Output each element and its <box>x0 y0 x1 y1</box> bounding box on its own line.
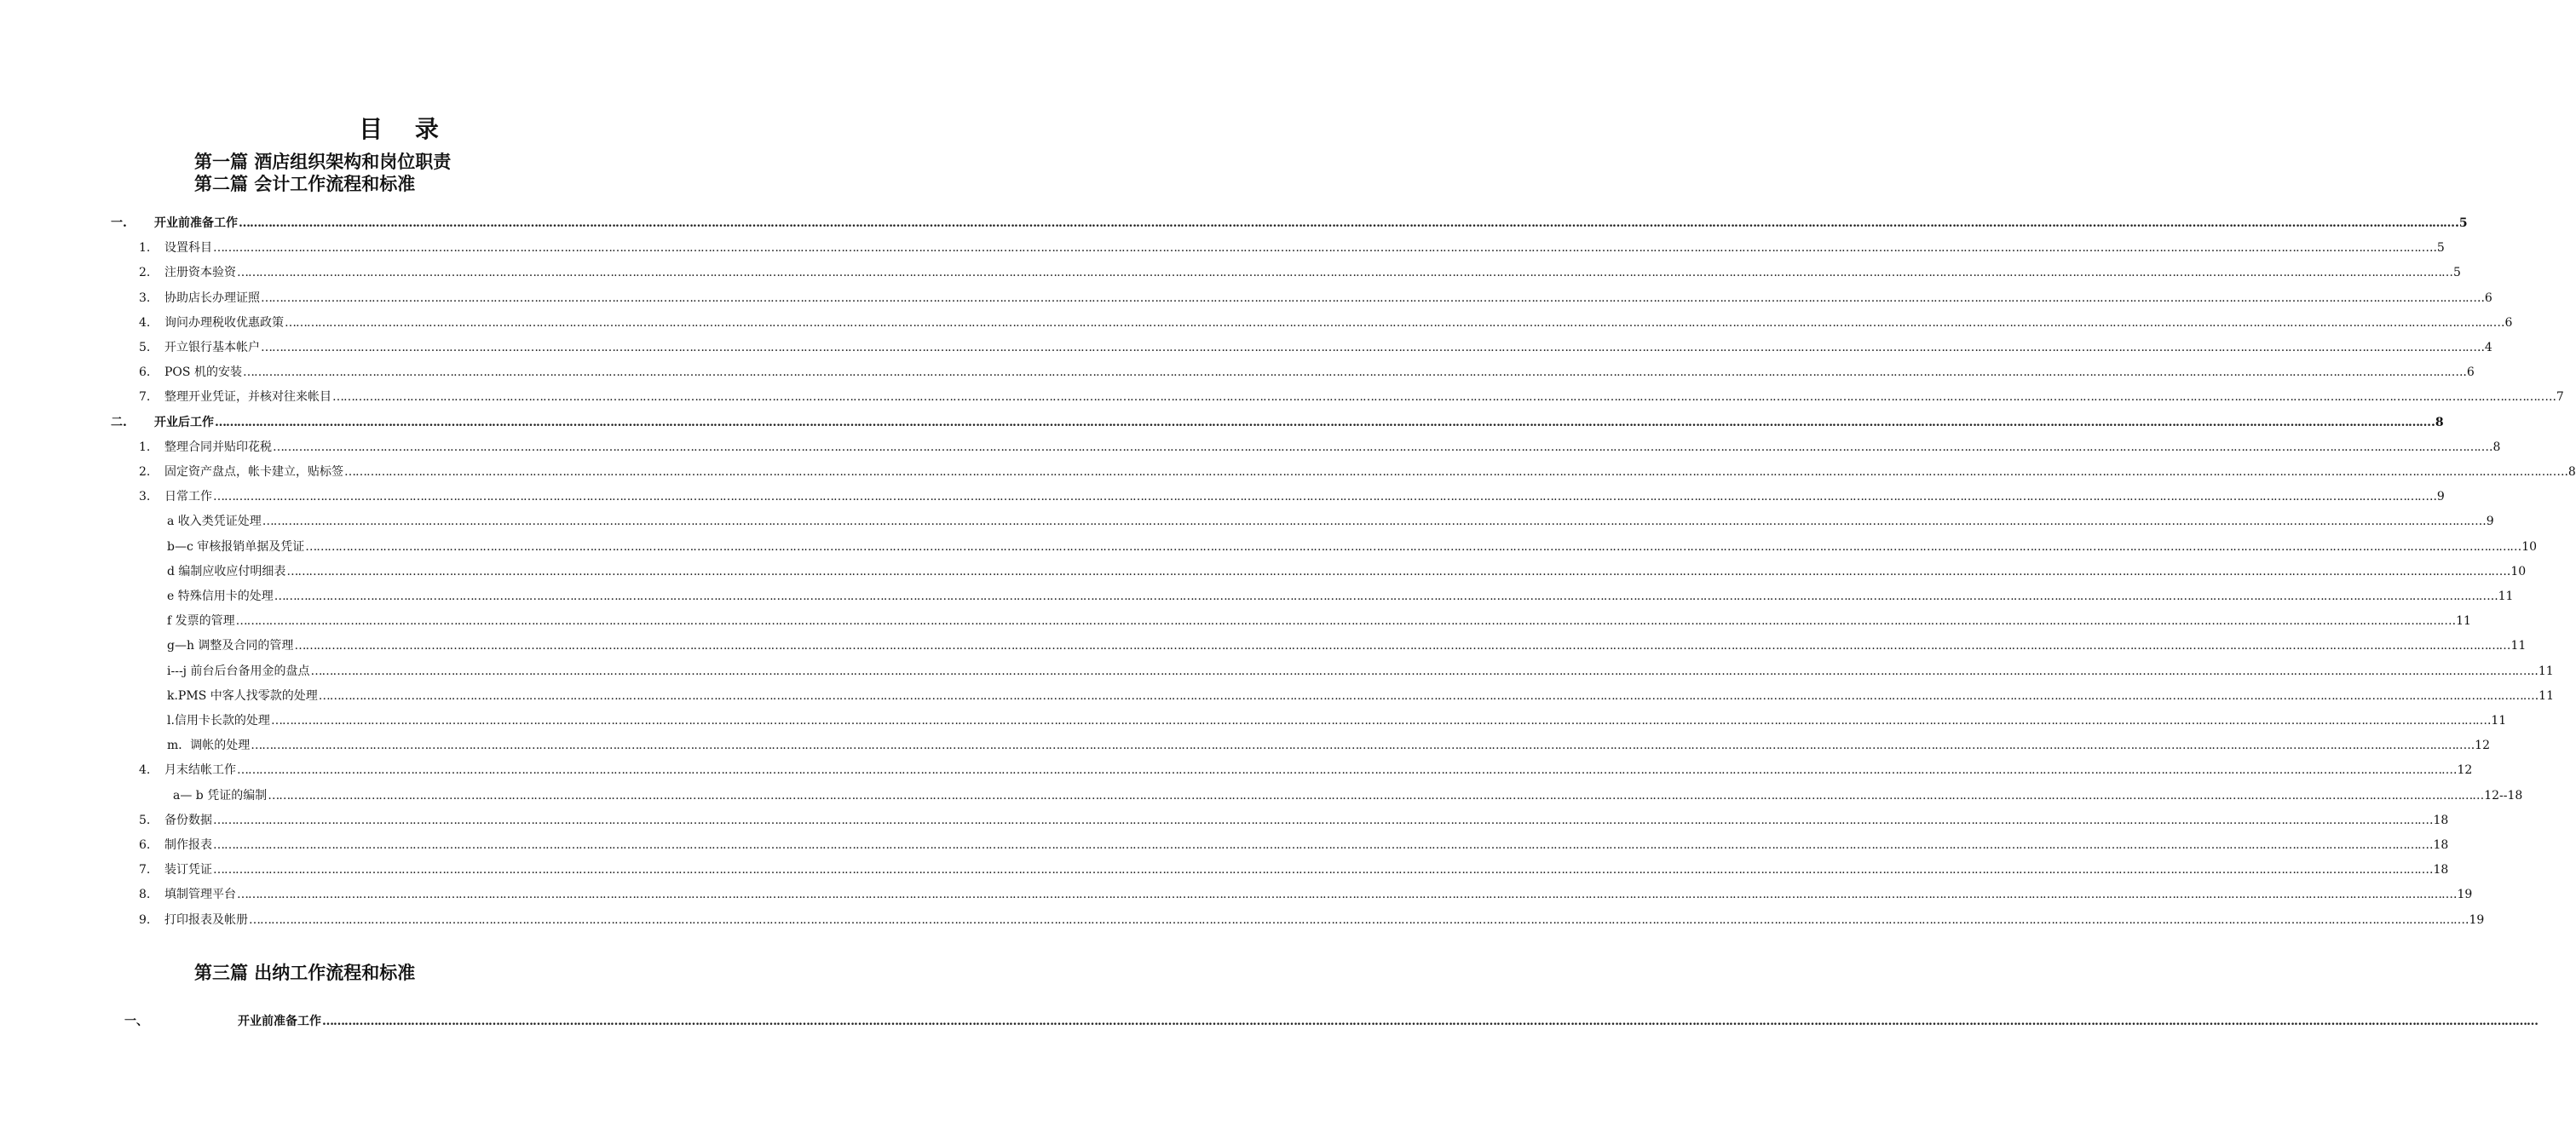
toc-entry <box>0 239 2445 257</box>
toc-entry <box>0 512 2494 531</box>
toc-entry <box>0 711 2507 730</box>
toc-entry <box>0 463 2576 481</box>
toc-entry-label: 询问办理税收优惠政策 <box>164 315 284 330</box>
toc-entry-page: .11 <box>2534 688 2554 703</box>
toc-entry-page: ..6 <box>2477 291 2492 305</box>
toc-entry-page: .8 <box>2431 415 2444 429</box>
toc-entry-page: ..9 <box>2478 515 2494 529</box>
toc-entry <box>0 487 2445 506</box>
toc-entry-number: 1. <box>139 241 151 256</box>
toc-entry-label: 开业前准备工作 <box>238 1015 321 1028</box>
toc-entry-label: POS 机的安装 <box>164 365 242 380</box>
toc-entry-page: 5 <box>2453 266 2461 280</box>
toc-leader-dots: …………………………………………………………………………………………………………………………………………………………………………………………………………………………………………………………………………………………………………………………………………………………………………………………………………………………………………………………………………………………………………………………………………………… <box>318 688 2534 703</box>
toc-entry-label: 月末结帐工作 <box>164 763 236 778</box>
toc-entry-page: ..5 <box>2429 241 2445 256</box>
toc-entry <box>0 1012 2538 1031</box>
part-one-heading: 第一篇 酒店组织架构和岗位职责 <box>194 151 452 172</box>
toc-entry-page: ..4 <box>2477 341 2492 354</box>
toc-entry-page: 12--18 <box>2484 788 2523 803</box>
toc-entry <box>0 587 2514 606</box>
toc-entry-page: .18 <box>2429 838 2449 852</box>
toc-entry-label: 整理合同并贴印花税 <box>164 440 272 454</box>
toc-entry-number: 2. <box>139 266 151 280</box>
toc-entry-page: 10 <box>2521 539 2538 554</box>
toc-entry-page: 11 <box>2510 639 2527 653</box>
toc-entry-number: 6. <box>139 365 151 380</box>
toc-leader-dots: …………………………………………………………………………………………………………………………………………………………………………………………………………………………………………………………………………………………………………………………………………………………………………………………………………………………………………………………………………………………………………………………………………………… <box>213 490 2429 504</box>
toc-entry-label: 制作报表 <box>164 838 212 852</box>
toc-entry-number: 2. <box>139 465 151 479</box>
toc-leader-dots: …………………………………………………………………………………………………………………………………………………………………………………………………………………………………………………………………………………………………………………………………………………………………………………………………………………………………………………………………………………………………………………………………………………… <box>261 341 2476 354</box>
toc-entry-page: .11 <box>2452 614 2471 629</box>
toc-entry-number: 一、 <box>124 1015 148 1028</box>
toc-entry-number: 6. <box>139 838 151 852</box>
toc-leader-dots: …………………………………………………………………………………………………………………………………………………………………………………………………………………………………………………………………………………………………………………………………………………………………………………………………………………………………………………………………………………………………………………………………………………… <box>237 266 2452 280</box>
toc-entry-label: g—h 调整及合同的管理 <box>167 639 294 653</box>
toc-entry <box>0 836 2449 854</box>
toc-entry-number: 7. <box>139 863 151 877</box>
toc-entry-number: 一. <box>111 216 127 230</box>
toc-leader-dots: …………………………………………………………………………………………………………………………………………………………………………………………………………………………………………………………………………………………………………………………………………………………………………………………………………………………………………………………………………………………………………………………………………………… <box>215 415 2430 429</box>
toc-entry <box>0 662 2554 681</box>
toc-leader-dots: …………………………………………………………………………………………………………………………………………………………………………………………………………………………………………………………………………………………………………………………………………………………………………………………………………………………………………………………………………………………………………………………………………………… <box>213 813 2429 827</box>
toc-leader-dots: …………………………………………………………………………………………………………………………………………………………………………………………………………………………………………………………………………………………………………………………………………………………………………………………………………………………………………………………………………………………………………………………………………………… <box>237 763 2452 778</box>
toc-entry <box>0 636 2527 655</box>
toc-entry <box>0 538 2538 556</box>
toc-entry-label: 日常工作 <box>164 490 212 504</box>
toc-entry-page: .18 <box>2429 813 2449 827</box>
toc-entry-number: 5. <box>139 813 151 827</box>
toc-leader-dots: …………………………………………………………………………………………………………………………………………………………………………………………………………………………………………………………………………………………………………………………………………………………………………………………………………………………………………………………………………………………………………………………………………………… <box>239 216 2454 230</box>
toc-entry <box>0 736 2490 755</box>
toc-entry <box>0 413 2444 432</box>
toc-entry-page: ..9 <box>2429 490 2445 504</box>
toc-entry <box>0 860 2449 879</box>
toc-entry-label: l.信用卡长款的处理 <box>167 714 270 728</box>
toc-entry-label: 打印报表及帐册 <box>164 912 248 927</box>
toc-entry <box>0 885 2473 904</box>
toc-entry-number: 9. <box>139 912 151 927</box>
toc-entry-number: 5. <box>139 341 151 354</box>
toc-entry-label: 固定资产盘点，帐卡建立，贴标签 <box>164 465 343 479</box>
page-title: 目 录 <box>359 115 451 143</box>
toc-entry-number: 8. <box>139 888 151 902</box>
toc-entry-label: 注册资本验资 <box>164 266 236 280</box>
part-two-heading: 第二篇 会计工作流程和标准 <box>194 173 416 194</box>
toc-entry <box>0 363 2475 382</box>
toc-entry-label: 设置科目 <box>164 241 212 256</box>
toc-entry-label: 装订凭证 <box>164 863 212 877</box>
toc-entry-page: .19 <box>2453 888 2473 902</box>
part-three-heading: 第三篇 出纳工作流程和标准 <box>194 962 416 983</box>
toc-entry-label: i---j 前台后台备用金的盘点 <box>167 664 310 678</box>
toc-leader-dots: …………………………………………………………………………………………………………………………………………………………………………………………………………………………………………………………………………………………………………………………………………………………………………………………………………………………………………………………………………………………………………………………………………………… <box>274 590 2490 603</box>
toc-leader-dots: …………………………………………………………………………………………………………………………………………………………………………………………………………………………………………………………………………………………………………………………………………………………………………………………………………………………………………………………………………………………………………………………………………………… <box>270 714 2487 728</box>
toc-entry-label: a 收入类凭证处理 <box>167 515 262 529</box>
toc-entry-label: 填制管理平台 <box>164 888 236 902</box>
toc-entry <box>0 562 2527 581</box>
toc-entry-page: ...11 <box>2527 664 2554 678</box>
toc-entry <box>0 314 2513 332</box>
toc-entry-number: 1. <box>139 440 151 454</box>
toc-entry-page: .6 <box>2501 315 2513 330</box>
toc-entry <box>0 289 2492 308</box>
toc-leader-dots: …………………………………………………………………………………………………………………………………………………………………………………………………………………………………………………………………………………………………………………………………………………………………………………………………………………………………………………………………………………………………………………………………………………… <box>249 912 2464 927</box>
toc-leader-dots: …………………………………………………………………………………………………………………………………………………………………………………………………………………………………………………………………………………………………………………………………………………………………………………………………………………………………………………………………………………………………………………………………………………… <box>285 315 2500 330</box>
toc-entry <box>0 388 2564 406</box>
toc-leader-dots: …………………………………………………………………………………………………………………………………………………………………………………………………………………………………………………………………………………………………………………………………………………………………………………………………………………………………………………………………………………………………………………………………………………… <box>213 838 2429 852</box>
toc-entry-label: d 编制应收应付明细表 <box>167 564 286 578</box>
toc-entry-label: e 特殊信用卡的处理 <box>167 590 274 603</box>
toc-leader-dots: …………………………………………………………………………………………………………………………………………………………………………………………………………………………………………………………………………………………………………………………………………………………………………………………………………………………………………………………………………………………………………………………………………………… <box>332 390 2548 405</box>
toc-leader-dots: …………………………………………………………………………………………………………………………………………………………………………………………………………………………………………………………………………………………………………………………………………………………………………………………………………………………………………………………………………………………………………………………………………………… <box>268 788 2484 803</box>
toc-leader-dots: …………………………………………………………………………………………………………………………………………………………………………………………………………………………………………………………………………………………………………………………………………………………………………………………………………………………………………………………………………………………………………………………………………………… <box>261 291 2476 305</box>
toc-leader-dots: …………………………………………………………………………………………………………………………………………………………………………………………………………………………………………………………………………………………………………………………………………………………………………………………………………………………………………………………………………………………………………………………………………………… <box>294 639 2510 653</box>
toc-leader-dots: …………………………………………………………………………………………………………………………………………………………………………………………………………………………………………………………………………………………………………………………………………………………………………………………………………………………………………………………………………………………………………………………………………………… <box>322 1015 2538 1028</box>
toc-entry <box>0 761 2473 780</box>
toc-entry <box>0 438 2501 457</box>
toc-entry <box>0 338 2492 357</box>
toc-entry <box>0 263 2461 282</box>
toc-entry-page: .5 <box>2455 216 2468 230</box>
toc-entry-page: ..10 <box>2503 564 2527 578</box>
toc-leader-dots: …………………………………………………………………………………………………………………………………………………………………………………………………………………………………………………………………………………………………………………………………………………………………………………………………………………………………………………………………………………………………………………………………………………… <box>237 888 2452 902</box>
toc-leader-dots: …………………………………………………………………………………………………………………………………………………………………………………………………………………………………………………………………………………………………………………………………………………………………………………………………………………………………………………………………………………………………………………………………………………… <box>213 863 2429 877</box>
toc-entry-page: ..11 <box>2490 590 2514 603</box>
toc-leader-dots: …………………………………………………………………………………………………………………………………………………………………………………………………………………………………………………………………………………………………………………………………………………………………………………………………………………………………………………………………………………………………………………………………………………… <box>305 539 2521 554</box>
toc-leader-dots: …………………………………………………………………………………………………………………………………………………………………………………………………………………………………………………………………………………………………………………………………………………………………………………………………………………………………………………………………………………………………………………………………………………… <box>310 664 2527 678</box>
toc-entry-label: k.PMS 中客人找零款的处理 <box>167 688 318 703</box>
toc-entry-number: 3. <box>139 490 151 504</box>
toc-entry-number: 3. <box>139 291 151 305</box>
toc-entry-label: 协助店长办理证照 <box>164 291 260 305</box>
toc-leader-dots: …………………………………………………………………………………………………………………………………………………………………………………………………………………………………………………………………………………………………………………………………………………………………………………………………………………………………………………………………………………………………………………………………………………… <box>213 241 2429 256</box>
toc-entry <box>0 612 2471 630</box>
toc-leader-dots: …………………………………………………………………………………………………………………………………………………………………………………………………………………………………………………………………………………………………………………………………………………………………………………………………………………………………………………………………………………………………………………………………………………… <box>344 465 2560 479</box>
toc-entry-label: 开业后工作 <box>154 415 214 429</box>
toc-leader-dots: …………………………………………………………………………………………………………………………………………………………………………………………………………………………………………………………………………………………………………………………………………………………………………………………………………………………………………………………………………………………………………………………………………………… <box>235 614 2452 629</box>
toc-entry-label: b—c 审核报销单据及凭证 <box>167 539 305 554</box>
toc-entry-number: 二. <box>111 415 127 429</box>
toc-entry-label: 备份数据 <box>164 813 212 827</box>
toc-entry-label: f 发票的管理 <box>167 614 235 629</box>
toc-entry-page: .12 <box>2453 763 2473 778</box>
toc-entry-page: ..12 <box>2467 739 2490 753</box>
toc-entry <box>0 911 2485 929</box>
toc-entry <box>0 811 2449 830</box>
toc-entry <box>0 687 2554 705</box>
toc-entry-page: .19 <box>2465 912 2485 927</box>
toc-leader-dots: …………………………………………………………………………………………………………………………………………………………………………………………………………………………………………………………………………………………………………………………………………………………………………………………………………………………………………………………………………………………………………………………………………………… <box>286 564 2503 578</box>
toc-entry-label: 开立银行基本帐户 <box>164 341 260 354</box>
toc-entry-number: 7. <box>139 390 151 405</box>
toc-entry-page: .11 <box>2487 714 2507 728</box>
toc-leader-dots: …………………………………………………………………………………………………………………………………………………………………………………………………………………………………………………………………………………………………………………………………………………………………………………………………………………………………………………………………………………………………………………………………………………… <box>273 440 2488 454</box>
toc-entry-label: a— b 凭证的编制 <box>173 788 268 803</box>
toc-entry-page: .18 <box>2429 863 2449 877</box>
toc-entry-page: .8 <box>2489 440 2501 454</box>
toc-entry-page: ..7 <box>2549 390 2564 405</box>
toc-leader-dots: …………………………………………………………………………………………………………………………………………………………………………………………………………………………………………………………………………………………………………………………………………………………………………………………………………………………………………………………………………………………………………………………………………………… <box>262 515 2478 529</box>
toc-entry <box>0 214 2468 233</box>
toc-entry-number: 4. <box>139 315 151 330</box>
toc-entry-page: ..8 <box>2561 465 2576 479</box>
toc-entry-label: 整理开业凭证，并核对往来帐目 <box>164 390 331 405</box>
toc-leader-dots: …………………………………………………………………………………………………………………………………………………………………………………………………………………………………………………………………………………………………………………………………………………………………………………………………………………………………………………………………………………………………………………………………………………… <box>242 365 2458 380</box>
toc-entry-page: ..6 <box>2458 365 2475 380</box>
toc-entry <box>0 786 2523 805</box>
toc-entry-number: 4. <box>139 763 151 778</box>
toc-entry-label: m．调帐的处理 <box>167 739 251 753</box>
toc-leader-dots: …………………………………………………………………………………………………………………………………………………………………………………………………………………………………………………………………………………………………………………………………………………………………………………………………………………………………………………………………………………………………………………………………………………… <box>251 739 2467 753</box>
toc-entry-label: 开业前准备工作 <box>154 216 238 230</box>
